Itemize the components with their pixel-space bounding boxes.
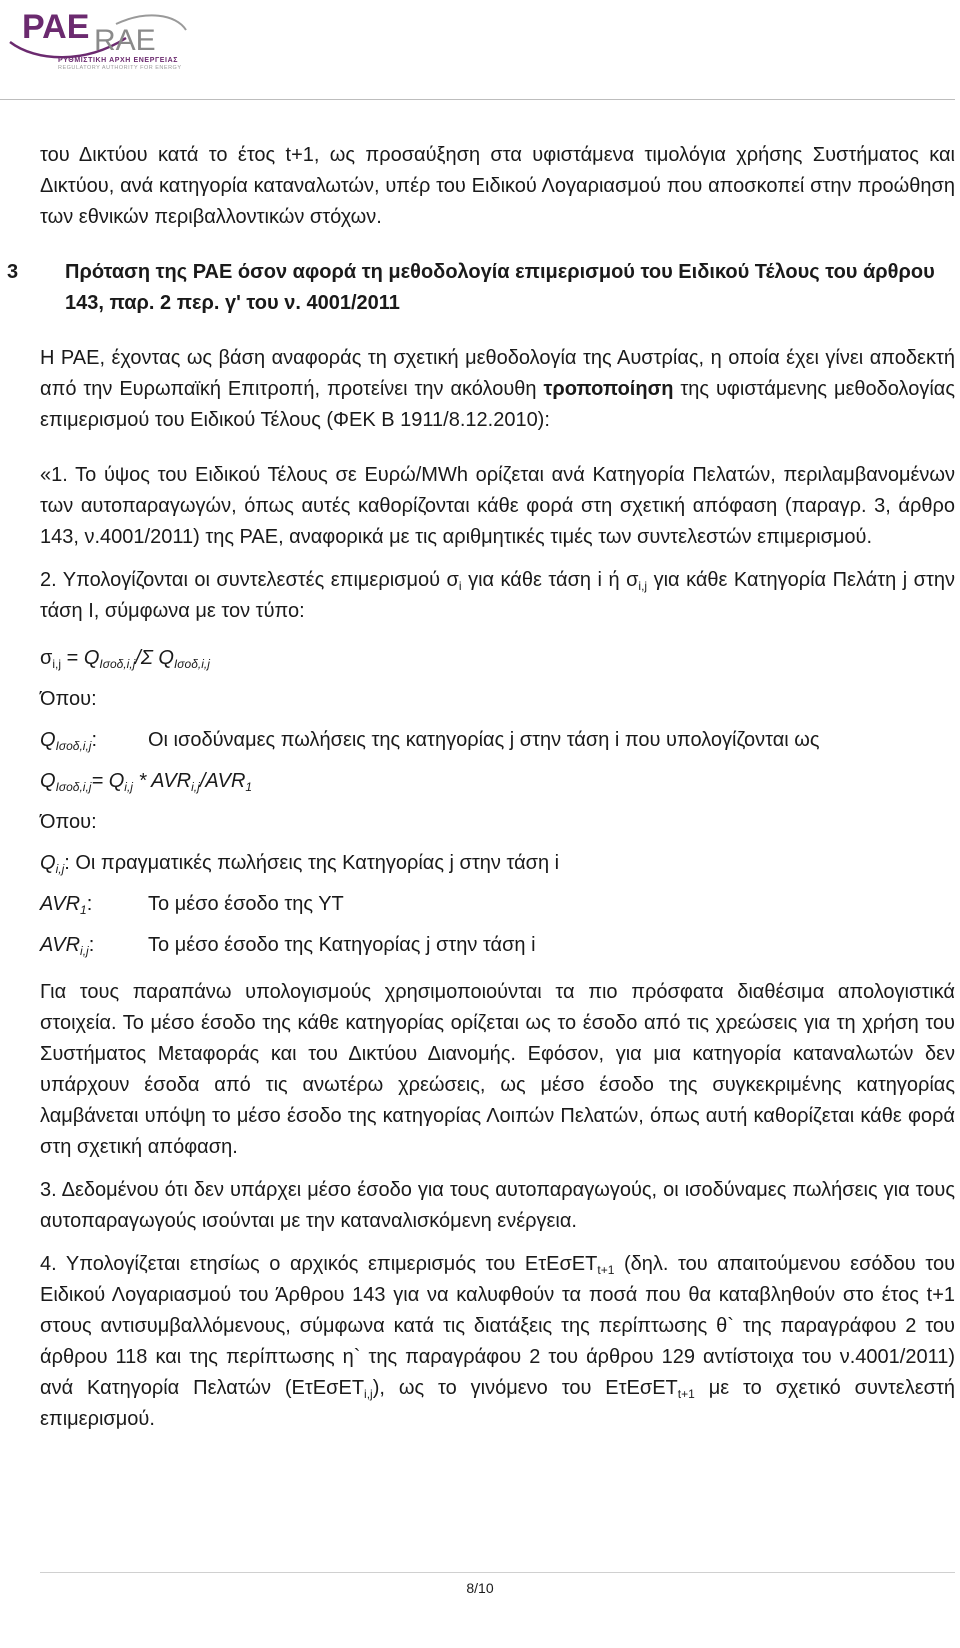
definition-avrij bbox=[40, 930, 955, 961]
formula-part: Q bbox=[40, 729, 56, 751]
header-divider bbox=[0, 99, 955, 100]
definition-label bbox=[40, 930, 148, 961]
svg-text:ΡΑΕ: ΡΑΕ bbox=[22, 8, 90, 46]
paragraph-text: Η ΡΑΕ, έχοντας ως βάση αναφοράς τη σχετική μεθοδολογία της Αυστρίας, η οποία έχει γίνει αποδεκτή από την Ευρωπαϊκή Επιτροπή, προτείνει την ακόλουθη bbox=[40, 347, 955, 400]
paragraph-calculations: Για τους παραπάνω υπολογισμούς χρησιμοποιούνται τα πιο πρόσφατα διαθέσιμα απολογιστικά στοιχεία. Το μέσο έσοδο της κάθε κατηγορίας ορίζεται ως το έσοδο από τις χρεώσεις για τη χρήση του Συστήματος Μεταφοράς και του Δικτύου Διανομής. Εφόσον, για μια κατηγορία καταναλωτών δεν υπάρχουν έσοδα από τις ανωτέρω χρεώσεις, ως μέσο έσοδο της συγκεκριμένης κατηγορίας λαμβάνεται υπόψη το μέσο έσοδο της κατηγορίας Λοιπών Πελατών, όπως αυτή καθορίζεται κάθε φορά στη σχετική απόφαση. bbox=[40, 981, 955, 1158]
subscript: i bbox=[458, 579, 462, 593]
definition-label bbox=[40, 725, 148, 756]
intro-paragraph: του Δικτύου κατά το έτος t+1, ως προσαύξηση στα υφιστάμενα τιμολόγια χρήσης Συστήματος και Δικτύου, ανά κατηγορία καταναλωτών, υπέρ του Ειδικού Λογαριασμού που αποσκοπεί στην προώθηση των εθνικών περιβαλλοντικών στόχων. bbox=[40, 144, 955, 228]
item-1: «1. Το ύψος του Ειδικού Τέλους σε Ευρώ/MWh ορίζεται ανά Κατηγορία Πελατών, περιλαμβανομένων των αυτοπαραγωγών, όπως αυτές καθορίζονται κάθε φορά στη σχετική απόφαση (παραγρ. 3, άρθρο 143, ν.4001/2011) της ΡΑΕ, αναφορικά με τις αριθμητικές τιμές των συντελεστών επιμερισμού. bbox=[40, 464, 955, 548]
subscript: t+1 bbox=[677, 1387, 695, 1401]
svg-text:RAE: RAE bbox=[94, 24, 156, 57]
subscript: i,j bbox=[80, 944, 89, 958]
item-text: (δηλ. του απαιτούμενου εσόδου του Ειδικού Λογαριασμού του Άρθρου 143 για να καλυφθούν τα ποσά που θα καταβληθούν στο έτος t+1 στους αντισυμβαλλόμενους, σύμφωνα κατά τις διατάξεις της περίπτωσης θ` της παραγράφου 2 του άρθρου 118 και της περίπτωσης η` της παραγράφου 2 του άρθρου 129 αντίστοιχα του ν.4001/2011) ανά Κατηγορία Πελατών (ΕτΕσΕΤ bbox=[40, 1253, 956, 1399]
formula-part: Q bbox=[40, 852, 56, 874]
item-4 bbox=[40, 1249, 955, 1435]
formula-q-isod bbox=[40, 766, 955, 797]
logo-subtitle-greek: ΡΥΘΜΙΣΤΙΚΗ ΑΡΧΗ ΕΝΕΡΓΕΙΑΣ bbox=[58, 57, 179, 64]
logo-subtitle-english: REGULATORY AUTHORITY FOR ENERGY bbox=[58, 65, 182, 71]
formula-part: Q bbox=[83, 647, 100, 669]
formula-part: : bbox=[91, 729, 98, 751]
where-label-1: Όπου: bbox=[40, 688, 97, 710]
formula-part: /AVR bbox=[199, 770, 246, 792]
definition-q-isod bbox=[40, 725, 955, 756]
item-3: 3. Δεδομένου ότι δεν υπάρχει μέσο έσοδο για τους αυτοπαραγωγούς, οι ισοδύναμες πωλήσεις για τους αυτοπαραγωγούς ισούνται με την καταναλισκόμενη ενέργεια. bbox=[40, 1179, 955, 1232]
formula-part: /Σ Q bbox=[135, 647, 174, 669]
formula-part: Q bbox=[40, 770, 56, 792]
subscript: 1 bbox=[80, 903, 87, 917]
item-text: 4. Υπολογίζεται ετησίως ο αρχικός επιμερισμός του ΕτΕσΕΤ bbox=[40, 1253, 598, 1275]
formula-part: AVR bbox=[40, 934, 81, 956]
subscript: Ισοδ,i,j bbox=[99, 657, 136, 671]
subscript: i,j bbox=[52, 657, 62, 671]
where-label-2: Όπου: bbox=[40, 811, 97, 833]
definition-text: Το μέσο έσοδο της Κατηγορίας j στην τάση i bbox=[148, 934, 536, 956]
formula-part: * AVR bbox=[132, 770, 192, 792]
subscript: i,j bbox=[55, 862, 65, 876]
formula-part: : bbox=[86, 893, 93, 915]
definition-label bbox=[40, 889, 148, 920]
bold-term: τροποποίηση bbox=[543, 378, 674, 400]
section-title: Πρόταση της ΡΑΕ όσον αφορά τη μεθοδολογία επιμερισμού του Ειδικού Τέλους του άρθρου 143, παρ. 2 περ. γ' του ν. 4001/2011 bbox=[65, 261, 935, 314]
formula-sigma bbox=[40, 643, 955, 674]
definition-avr1 bbox=[40, 889, 955, 920]
item-text: 2. Υπολογίζονται οι συντελεστές επιμερισμού σ bbox=[40, 569, 459, 591]
section-number: 3 bbox=[7, 261, 19, 283]
subscript: Ισοδ,i,j bbox=[55, 739, 92, 753]
item-text: για κάθε τάση i ή σ bbox=[461, 569, 639, 591]
item-text: ), ως το γινόμενο του ΕτΕσΕΤ bbox=[372, 1377, 678, 1399]
subscript: i,j bbox=[638, 579, 648, 593]
page-header bbox=[0, 0, 960, 100]
subscript: i,j bbox=[364, 1387, 373, 1401]
formula-part: σ bbox=[40, 647, 53, 669]
subscript: Ισοδ,i,j bbox=[173, 657, 210, 671]
subscript: i,j bbox=[124, 780, 133, 794]
subscript: i,j bbox=[191, 780, 200, 794]
item-text: με το σχετικό συντελεστή επιμερισμού. bbox=[40, 1377, 955, 1430]
formula-part: = Q bbox=[91, 770, 125, 792]
definition-text: Οι ισοδύναμες πωλήσεις της κατηγορίας j στην τάση i που υπολογίζονται ως bbox=[148, 729, 820, 751]
definition-text: Το μέσο έσοδο της ΥΤ bbox=[148, 893, 344, 915]
page-number: 8/10 bbox=[466, 1580, 494, 1596]
definition-text: : Οι πραγματικές πωλήσεις της Κατηγορίας j στην τάση i bbox=[64, 852, 560, 874]
formula-part: = bbox=[61, 647, 84, 669]
subscript: Ισοδ,i,j bbox=[55, 780, 92, 794]
definition-q bbox=[40, 848, 955, 879]
section-heading bbox=[7, 257, 955, 319]
paragraph-methodology bbox=[40, 343, 955, 436]
paragraph-text: της υφιστάμενης μεθοδολογίας επιμερισμού του Ειδικού Τέλους (ΦΕΚ Β 1911/8.12.2010): bbox=[40, 378, 955, 431]
subscript: t+1 bbox=[597, 1263, 615, 1277]
formula-part: AVR bbox=[40, 893, 81, 915]
item-2 bbox=[40, 565, 955, 627]
formula-part: : bbox=[88, 934, 95, 956]
footer-divider bbox=[40, 1572, 955, 1573]
document-body bbox=[7, 140, 956, 1435]
subscript: 1 bbox=[245, 780, 253, 794]
item-text: για κάθε Κατηγορία Πελάτη j στην τάση I, σύμφωνα με τον τύπο: bbox=[40, 569, 956, 622]
